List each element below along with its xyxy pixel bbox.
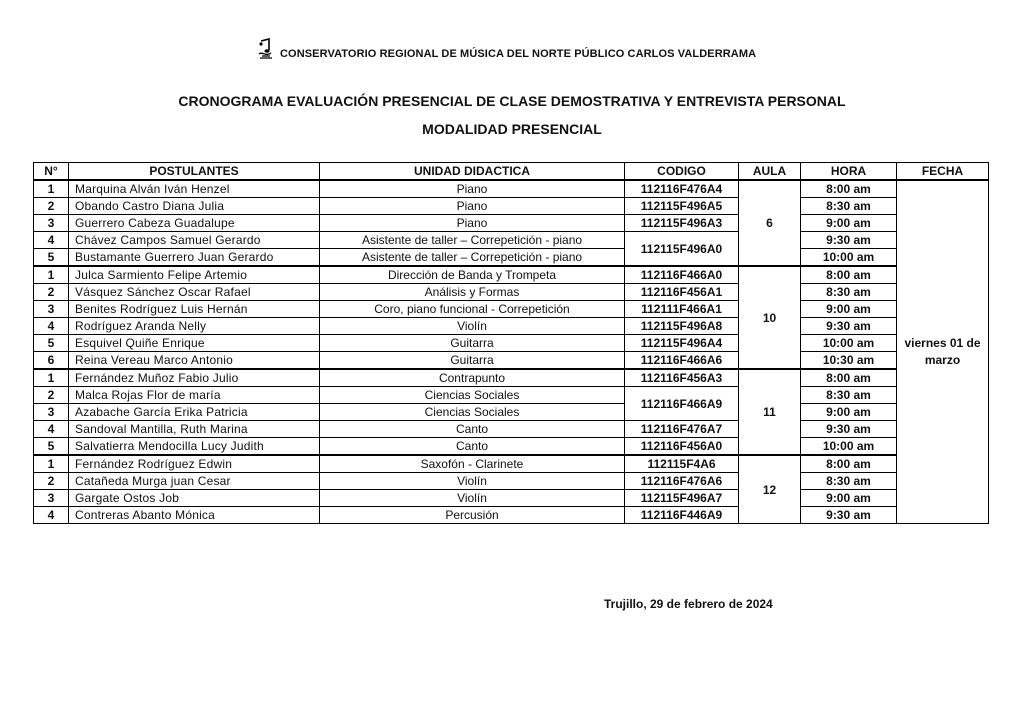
row-number: 5 [34, 335, 69, 352]
postulante-name: Catañeda Murga juan Cesar [69, 473, 320, 490]
column-header-number: N° [34, 163, 69, 181]
table-row [34, 404, 989, 421]
postulante-name: Bustamante Guerrero Juan Gerardo [69, 249, 320, 267]
hora: 9:00 am [801, 301, 897, 318]
table-row [34, 455, 989, 473]
place-and-date: Trujillo, 29 de febrero de 2024 [604, 597, 773, 611]
table-row [34, 352, 989, 370]
codigo: 112116F476A7 [625, 421, 739, 438]
postulante-name: Julca Sarmiento Felipe Artemio [69, 266, 320, 284]
hora: 9:30 am [801, 507, 897, 524]
unidad-didactica: Canto [320, 438, 625, 456]
hora: 8:30 am [801, 473, 897, 490]
row-number: 1 [34, 455, 69, 473]
unidad-didactica: Coro, piano funcional - Correpetición [320, 301, 625, 318]
hora: 8:00 am [801, 266, 897, 284]
column-header-unidad: UNIDAD DIDACTICA [320, 163, 625, 181]
codigo: 112115F496A7 [625, 490, 739, 507]
row-number: 4 [34, 507, 69, 524]
hora: 8:30 am [801, 198, 897, 215]
row-number: 1 [34, 180, 69, 198]
row-number: 1 [34, 266, 69, 284]
hora: 10:00 am [801, 249, 897, 267]
column-header-hora: HORA [801, 163, 897, 181]
unidad-didactica: Piano [320, 215, 625, 232]
codigo: 112115F496A4 [625, 335, 739, 352]
column-header-codigo: CODIGO [625, 163, 739, 181]
codigo: 112115F496A8 [625, 318, 739, 335]
aula-cell: 12 [739, 455, 801, 524]
codigo: 112116F456A1 [625, 284, 739, 301]
table-row [34, 369, 989, 387]
postulante-name: Guerrero Cabeza Guadalupe [69, 215, 320, 232]
hora: 8:30 am [801, 284, 897, 301]
table-row [34, 198, 989, 215]
row-number: 5 [34, 438, 69, 456]
codigo: 112116F476A4 [625, 180, 739, 198]
unidad-didactica: Piano [320, 198, 625, 215]
row-number: 4 [34, 421, 69, 438]
postulante-name: Fernández Rodríguez Edwin [69, 455, 320, 473]
row-number: 2 [34, 387, 69, 404]
unidad-didactica: Asistente de taller – Correpetición - piano [320, 249, 625, 267]
unidad-didactica: Violín [320, 490, 625, 507]
codigo: 112111F466A1 [625, 301, 739, 318]
table-row [34, 249, 989, 267]
row-number: 3 [34, 215, 69, 232]
table-row [34, 284, 989, 301]
document-title: CRONOGRAMA EVALUACIÓN PRESENCIAL DE CLASE DEMOSTRATIVA Y ENTREVISTA PERSONAL [178, 93, 846, 109]
table-row [34, 266, 989, 284]
codigo: 112115F496A5 [625, 198, 739, 215]
aula-cell: 10 [739, 266, 801, 369]
unidad-didactica: Contrapunto [320, 369, 625, 387]
fecha-cell: viernes 01 de marzo [897, 180, 989, 524]
unidad-didactica: Dirección de Banda y Trompeta [320, 266, 625, 284]
table-row [34, 335, 989, 352]
postulante-name: Esquivel Quiñe Enrique [69, 335, 320, 352]
unidad-didactica: Ciencias Sociales [320, 387, 625, 404]
unidad-didactica: Análisis y Formas [320, 284, 625, 301]
row-number: 6 [34, 352, 69, 370]
table-row [34, 490, 989, 507]
unidad-didactica: Piano [320, 180, 625, 198]
schedule-table [33, 162, 989, 524]
hora: 9:00 am [801, 490, 897, 507]
table-row [34, 215, 989, 232]
table-header-row [34, 163, 989, 181]
postulante-name: Sandoval Mantilla, Ruth Marina [69, 421, 320, 438]
hora: 8:00 am [801, 369, 897, 387]
unidad-didactica: Ciencias Sociales [320, 404, 625, 421]
row-number: 2 [34, 473, 69, 490]
codigo: 112116F476A6 [625, 473, 739, 490]
postulante-name: Contreras Abanto Mónica [69, 507, 320, 524]
row-number: 3 [34, 490, 69, 507]
table-row [34, 180, 989, 198]
codigo: 112116F456A3 [625, 369, 739, 387]
table-row [34, 438, 989, 456]
postulante-name: Chávez Campos Samuel Gerardo [69, 232, 320, 249]
hora: 10:00 am [801, 335, 897, 352]
codigo: 112116F446A9 [625, 507, 739, 524]
hora: 9:00 am [801, 215, 897, 232]
aula-cell: 11 [739, 369, 801, 455]
table-row [34, 507, 989, 524]
unidad-didactica: Asistente de taller – Correpetición - piano [320, 232, 625, 249]
postulante-name: Gargate Ostos Job [69, 490, 320, 507]
postulante-name: Benites Rodríguez Luis Hernán [69, 301, 320, 318]
postulante-name: Reina Vereau Marco Antonio [69, 352, 320, 370]
postulante-name: Salvatierra Mendocilla Lucy Judith [69, 438, 320, 456]
hora: 10:30 am [801, 352, 897, 370]
postulante-name: Vásquez Sánchez Oscar Rafael [69, 284, 320, 301]
codigo: 112115F496A3 [625, 215, 739, 232]
unidad-didactica: Canto [320, 421, 625, 438]
table-body [34, 180, 989, 524]
aula-cell: 6 [739, 180, 801, 266]
row-number: 4 [34, 232, 69, 249]
row-number: 1 [34, 369, 69, 387]
codigo: 112116F456A0 [625, 438, 739, 456]
hora: 9:00 am [801, 404, 897, 421]
table-row [34, 473, 989, 490]
postulante-name: Obando Castro Diana Julia [69, 198, 320, 215]
table-row [34, 232, 989, 249]
unidad-didactica: Guitarra [320, 335, 625, 352]
hora: 8:30 am [801, 387, 897, 404]
table-row [34, 318, 989, 335]
unidad-didactica: Guitarra [320, 352, 625, 370]
unidad-didactica: Percusión [320, 507, 625, 524]
unidad-didactica: Violín [320, 318, 625, 335]
hora: 9:30 am [801, 232, 897, 249]
codigo: 112115F496A0 [625, 232, 739, 267]
postulante-name: Fernández Muñoz Fabio Julio [69, 369, 320, 387]
codigo: 112116F466A9 [625, 387, 739, 421]
row-number: 3 [34, 301, 69, 318]
row-number: 4 [34, 318, 69, 335]
hora: 9:30 am [801, 421, 897, 438]
hora: 8:00 am [801, 455, 897, 473]
hora: 9:30 am [801, 318, 897, 335]
postulante-name: Azabache García Erika Patricia [69, 404, 320, 421]
column-header-postulantes: POSTULANTES [69, 163, 320, 181]
document-header [0, 38, 1024, 64]
row-number: 2 [34, 198, 69, 215]
postulante-name: Marquina Alván Iván Henzel [69, 180, 320, 198]
row-number: 5 [34, 249, 69, 267]
column-header-aula: AULA [739, 163, 801, 181]
unidad-didactica: Saxofón - Clarinete [320, 455, 625, 473]
row-number: 2 [34, 284, 69, 301]
hora: 8:00 am [801, 180, 897, 198]
table-row [34, 387, 989, 404]
row-number: 3 [34, 404, 69, 421]
table-row [34, 301, 989, 318]
postulante-name: Malca Rojas Flor de maría [69, 387, 320, 404]
codigo: 112115F4A6 [625, 455, 739, 473]
table-row [34, 421, 989, 438]
document-subtitle: MODALIDAD PRESENCIAL [422, 121, 602, 137]
column-header-fecha: FECHA [897, 163, 989, 181]
conservatory-music-emblem-icon [257, 38, 275, 60]
postulante-name: Rodríguez Aranda Nelly [69, 318, 320, 335]
institution-name: CONSERVATORIO REGIONAL DE MÚSICA DEL NORTE PÚBLICO CARLOS VALDERRAMA [280, 48, 757, 60]
codigo: 112116F466A0 [625, 266, 739, 284]
hora: 10:00 am [801, 438, 897, 456]
codigo: 112116F466A6 [625, 352, 739, 370]
unidad-didactica: Violín [320, 473, 625, 490]
